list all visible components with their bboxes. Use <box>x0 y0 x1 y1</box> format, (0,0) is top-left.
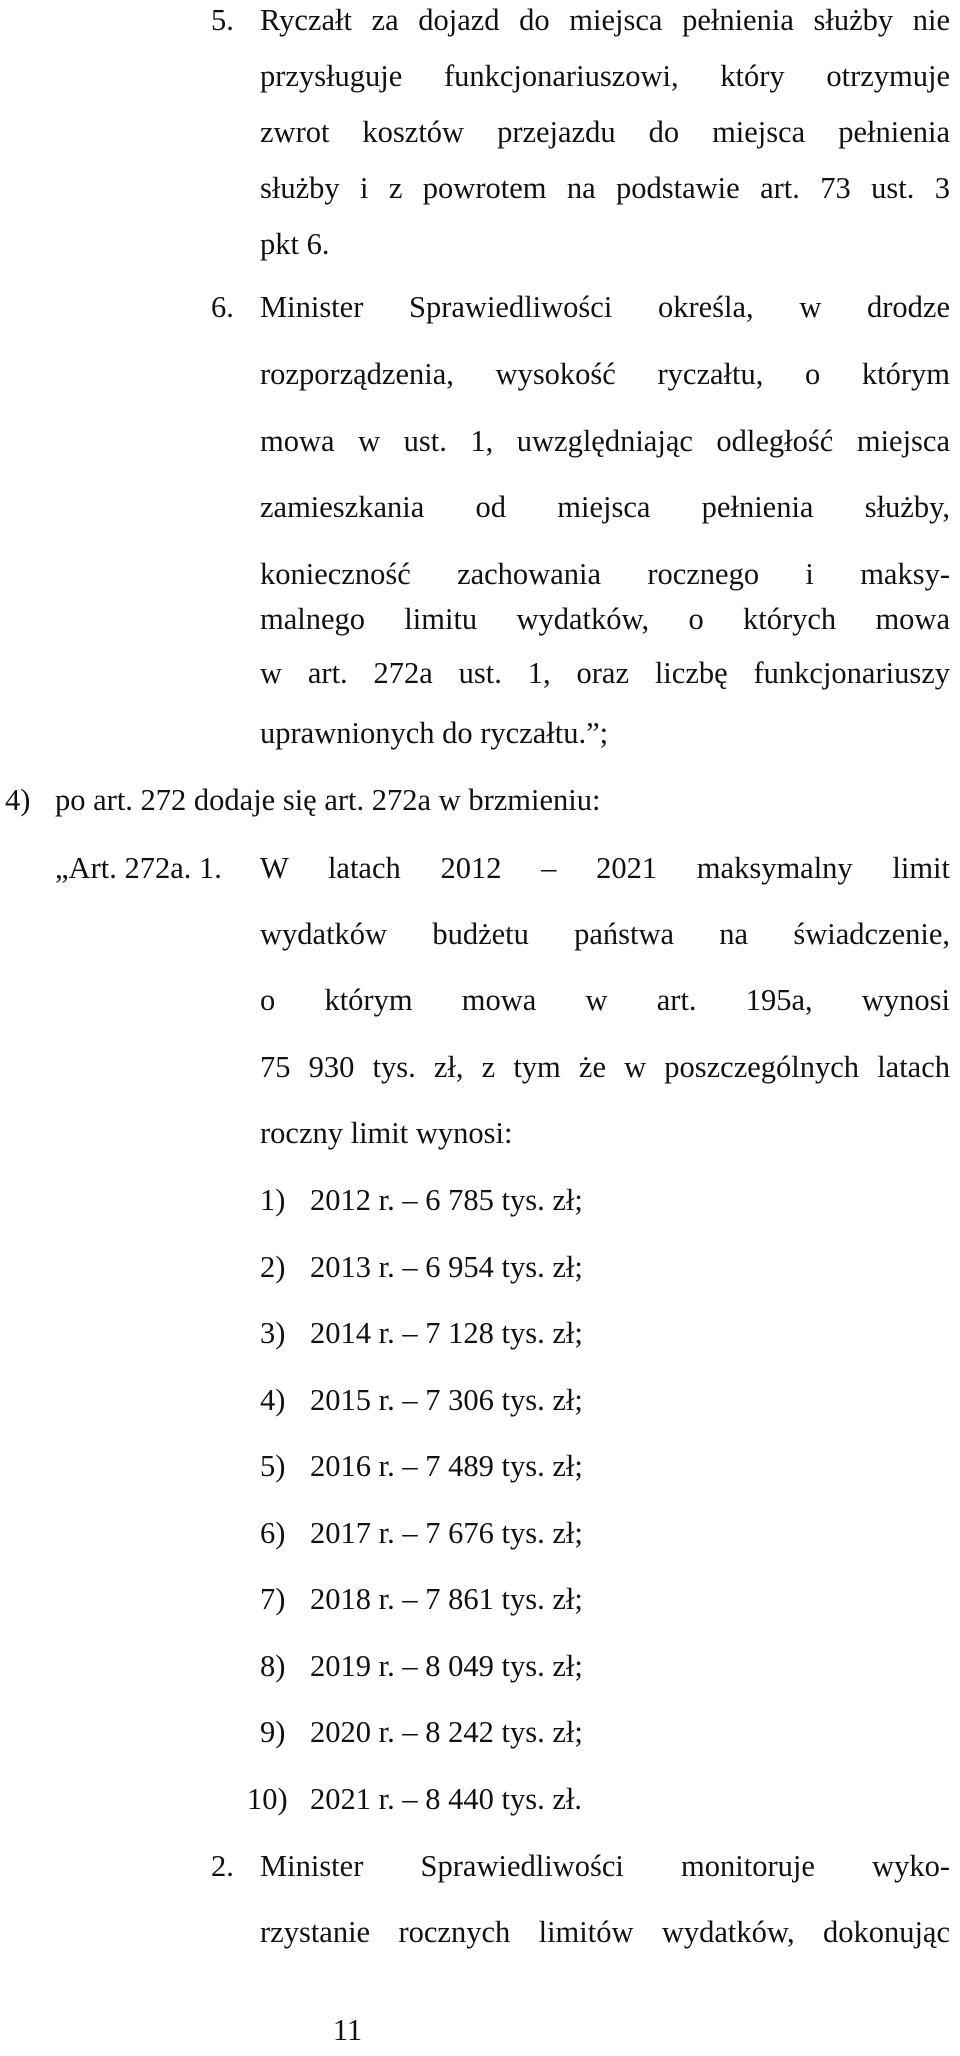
item-6-line: malnego limitu wydatków, o których mowa <box>260 602 950 636</box>
limit-number: 1) <box>260 1183 286 1217</box>
item-6-line: w art. 272a ust. 1, oraz liczbę funkcjonariuszy <box>260 656 950 690</box>
item-6-line: konieczność zachowania rocznego i maksy- <box>260 557 950 591</box>
item-2-line: Minister Sprawiedliwości monitoruje wyko- <box>260 1849 950 1883</box>
limit-number: 3) <box>260 1316 286 1350</box>
item-5-line: pkt 6. <box>260 227 330 261</box>
limit-number: 6) <box>260 1516 286 1550</box>
item-6-line: zamieszkania od miejsca pełnienia służby, <box>260 490 950 524</box>
limit-number: 8) <box>260 1649 286 1683</box>
item-6-line: Minister Sprawiedliwości określa, w drodze <box>260 290 950 324</box>
point-4-text: po art. 272 dodaje się art. 272a w brzmieniu: <box>55 783 601 817</box>
item-5-line: zwrot kosztów przejazdu do miejsca pełnienia <box>260 115 950 149</box>
item-2-line: rzystanie rocznych limitów wydatków, dokonując <box>260 1915 950 1949</box>
article-line: roczny limit wynosi: <box>260 1116 513 1150</box>
limit-number: 2) <box>260 1250 286 1284</box>
limit-item: 2016 r. – 7 489 tys. zł; <box>310 1449 583 1483</box>
article-line: o którym mowa w art. 195a, wynosi <box>260 983 950 1017</box>
limit-item: 2014 r. – 7 128 tys. zł; <box>310 1316 583 1350</box>
limit-item: 2012 r. – 6 785 tys. zł; <box>310 1183 583 1217</box>
point-4-number: 4) <box>5 783 31 817</box>
item-5-line: Ryczałt za dojazd do miejsca pełnienia służby nie <box>260 3 950 37</box>
limit-item: 2013 r. – 6 954 tys. zł; <box>310 1250 583 1284</box>
limit-item: 2015 r. – 7 306 tys. zł; <box>310 1383 583 1417</box>
item-5-number: 5. <box>211 3 234 37</box>
article-line: 75 930 tys. zł, z tym że w poszczególnych latach <box>260 1050 950 1084</box>
item-2-number: 2. <box>211 1849 234 1883</box>
limit-item: 2020 r. – 8 242 tys. zł; <box>310 1715 583 1749</box>
limit-item: 2017 r. – 7 676 tys. zł; <box>310 1516 583 1550</box>
article-line: wydatków budżetu państwa na świadczenie, <box>260 917 950 951</box>
limit-item: 2021 r. – 8 440 tys. zł. <box>310 1782 582 1816</box>
article-line: W latach 2012 – 2021 maksymalny limit <box>260 851 950 885</box>
item-6-line: mowa w ust. 1, uwzględniając odległość miejsca <box>260 424 950 458</box>
item-5-line: służby i z powrotem na podstawie art. 73 ust. 3 <box>260 171 950 205</box>
limit-item: 2018 r. – 7 861 tys. zł; <box>310 1582 583 1616</box>
page-number: 11 <box>332 2013 363 2047</box>
limit-item: 2019 r. – 8 049 tys. zł; <box>310 1649 583 1683</box>
limit-number: 9) <box>260 1715 286 1749</box>
limit-number: 10) <box>247 1782 288 1816</box>
item-6-number: 6. <box>211 290 234 324</box>
item-5-line: przysługuje funkcjonariuszowi, który otrzymuje <box>260 59 950 93</box>
limit-number: 7) <box>260 1582 286 1616</box>
limit-number: 5) <box>260 1449 286 1483</box>
item-6-line: uprawnionych do ryczałtu.”; <box>260 716 609 750</box>
item-6-line: rozporządzenia, wysokość ryczałtu, o którym <box>260 357 950 391</box>
article-heading: „Art. 272a. 1. <box>55 851 222 885</box>
limit-number: 4) <box>260 1383 286 1417</box>
